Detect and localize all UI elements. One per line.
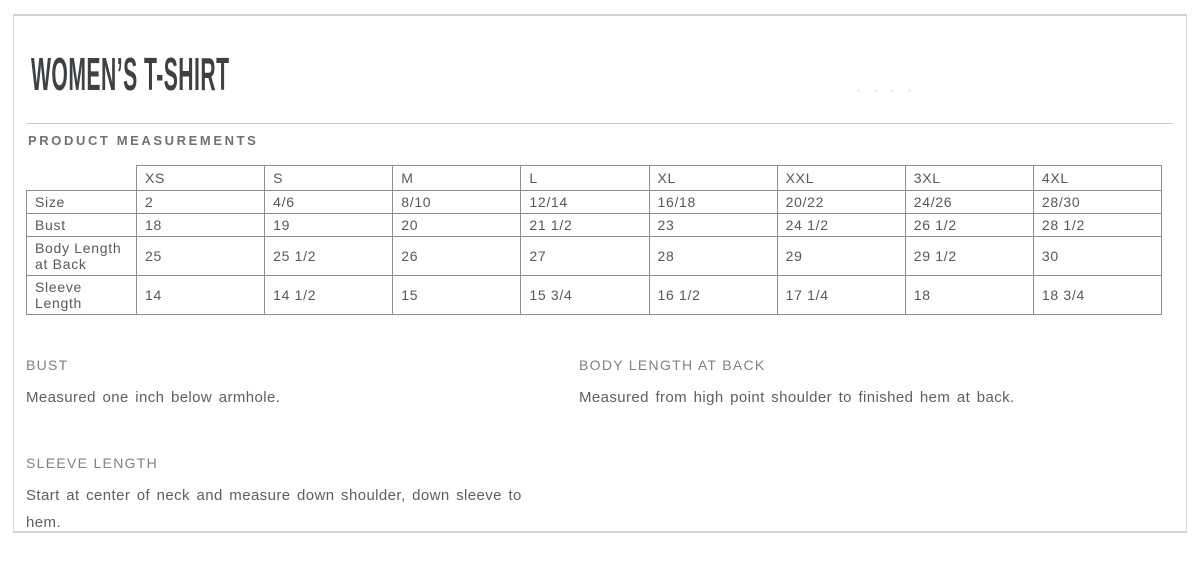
- measurement-cell: 18 3/4: [1033, 276, 1161, 315]
- size-column-header: XXL: [777, 166, 905, 191]
- measurement-cell: 28/30: [1033, 191, 1161, 214]
- size-column-header: XL: [649, 166, 777, 191]
- row-label: Body Length at Back: [27, 237, 137, 276]
- size-header-row: [27, 166, 1162, 191]
- row-label: Sleeve Length: [27, 276, 137, 315]
- description-block: [26, 455, 579, 536]
- description-heading: BODY LENGTH AT BACK: [579, 357, 766, 373]
- measurement-cell: 15: [393, 276, 521, 315]
- description-heading: BUST: [26, 357, 69, 373]
- measurement-cell: 16 1/2: [649, 276, 777, 315]
- row-label: Bust: [27, 214, 137, 237]
- measurement-cell: 18: [905, 276, 1033, 315]
- measurement-cell: 30: [1033, 237, 1161, 276]
- table-row: [27, 214, 1162, 237]
- size-column-header: 3XL: [905, 166, 1033, 191]
- measurement-cell: 4/6: [265, 191, 393, 214]
- measurement-cell: 20: [393, 214, 521, 237]
- table-row: [27, 276, 1162, 315]
- measurement-cell: 21 1/2: [521, 214, 649, 237]
- measurement-cell: 28: [649, 237, 777, 276]
- measurement-cell: 27: [521, 237, 649, 276]
- measurement-cell: 28 1/2: [1033, 214, 1161, 237]
- size-column-header: S: [265, 166, 393, 191]
- faint-dots-decoration: [857, 89, 911, 92]
- faint-dot: [891, 89, 894, 92]
- measurement-cell: 24/26: [905, 191, 1033, 214]
- size-column-header: 4XL: [1033, 166, 1161, 191]
- measurement-cell: 12/14: [521, 191, 649, 214]
- measurement-cell: 2: [137, 191, 265, 214]
- measurement-cell: 24 1/2: [777, 214, 905, 237]
- measurement-cell: 19: [265, 214, 393, 237]
- description-text: Start at center of neck and measure down shoulder, down sleeve to hem.: [26, 487, 522, 531]
- measurement-cell: 18: [137, 214, 265, 237]
- product-measurements-heading: PRODUCT MEASUREMENTS: [28, 133, 259, 148]
- size-column-header: L: [521, 166, 649, 191]
- measurements-table: [26, 165, 1162, 315]
- faint-dot: [874, 89, 877, 92]
- faint-dot: [857, 89, 860, 92]
- measurement-cell: 16/18: [649, 191, 777, 214]
- table-row: [27, 191, 1162, 214]
- card-content: [14, 48, 1186, 566]
- table-row: [27, 237, 1162, 276]
- measurement-cell: 29 1/2: [905, 237, 1033, 276]
- measurement-cell: 29: [777, 237, 905, 276]
- measurement-cell: 25: [137, 237, 265, 276]
- page-title: WOMEN’S T-SHIRT: [31, 48, 230, 100]
- size-column-header: XS: [137, 166, 265, 191]
- measurement-cell: 17 1/4: [777, 276, 905, 315]
- product-spec-card: [13, 14, 1187, 533]
- description-heading: SLEEVE LENGTH: [26, 455, 159, 471]
- measurement-cell: 14: [137, 276, 265, 315]
- measurement-cell: 20/22: [777, 191, 905, 214]
- corner-cell: [27, 166, 137, 191]
- measurement-cell: 26 1/2: [905, 214, 1033, 237]
- measurement-descriptions: [26, 357, 1173, 536]
- measurement-cell: 8/10: [393, 191, 521, 214]
- description-block: [26, 357, 579, 411]
- measurements-table-body: [27, 191, 1162, 315]
- description-text: Measured one inch below armhole.: [26, 389, 281, 406]
- faint-dot: [908, 89, 911, 92]
- measurements-table-head: [27, 166, 1162, 191]
- measurement-cell: 25 1/2: [265, 237, 393, 276]
- description-text: Measured from high point shoulder to finished hem at back.: [579, 389, 1015, 406]
- title-divider: [26, 123, 1173, 124]
- description-block: [579, 357, 1173, 411]
- size-column-header: M: [393, 166, 521, 191]
- measurement-cell: 15 3/4: [521, 276, 649, 315]
- measurement-cell: 14 1/2: [265, 276, 393, 315]
- measurement-cell: 26: [393, 237, 521, 276]
- measurement-cell: 23: [649, 214, 777, 237]
- row-label: Size: [27, 191, 137, 214]
